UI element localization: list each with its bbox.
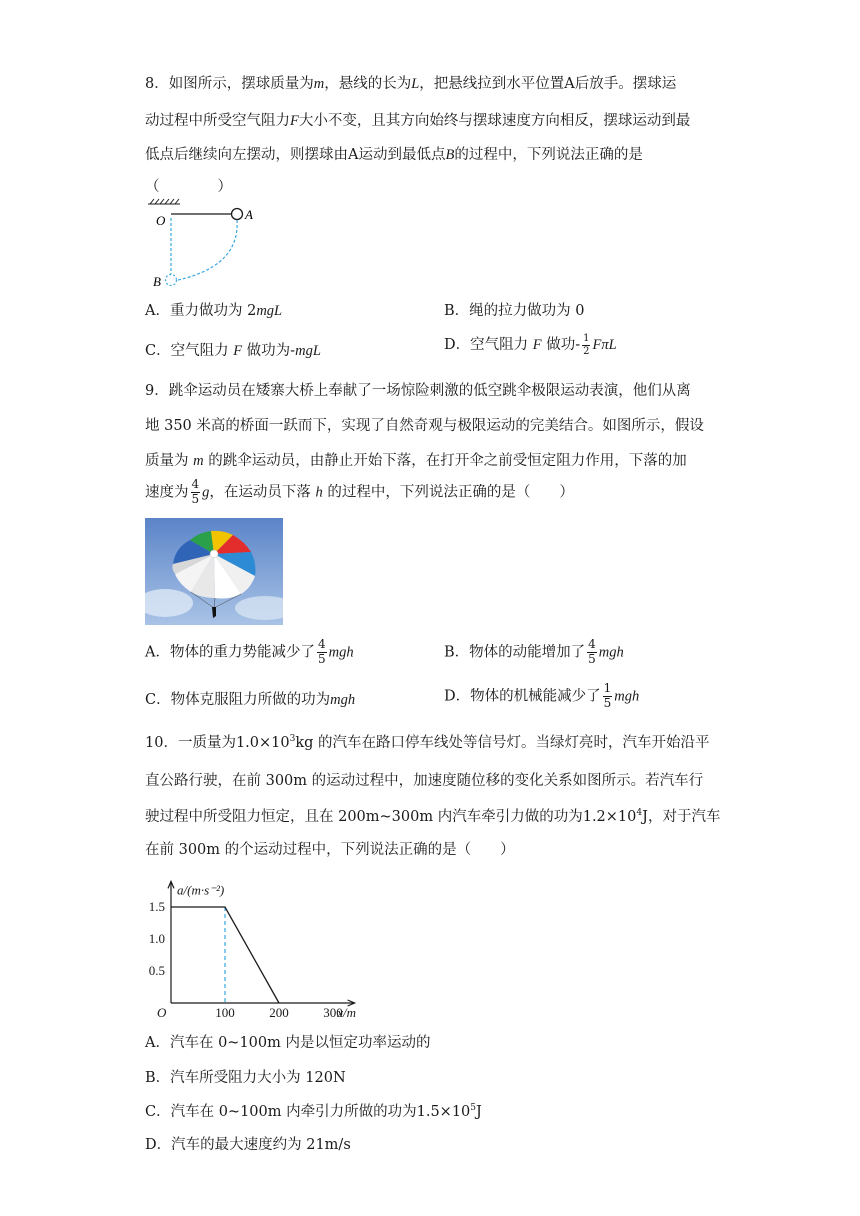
q10-acceleration-chart — [140, 870, 390, 1020]
ball-at-b — [166, 275, 177, 286]
q8-line-3: 低点后继续向左摆动，则摆球由A运动到最低点B的过程中，下列说法正确的是 — [145, 147, 643, 163]
q9-line-4: 速度为 $\frac{4}{5}$ g，在运动员下落 h 的过程中，下列说法正确的是（ ） — [145, 477, 574, 506]
q10-line-4: 在前 300m 的个运动过程中，下列说法正确的是（ ） — [145, 842, 515, 858]
q10-option-d[interactable]: D．汽车的最大速度约为 21m/s — [145, 1137, 351, 1153]
fraction-four-fifths: $\frac{4}{5}$ — [317, 637, 326, 666]
q9-line-1: 9．跳伞运动员在矮寨大桥上奉献了一场惊险刺激的低空跳伞极限运动表演，他们从离 — [145, 383, 691, 399]
y-tick-label: 1.5 — [148, 899, 165, 914]
origin-label: O — [157, 1005, 167, 1020]
label-o: O — [156, 213, 166, 228]
q8-option-b[interactable]: B．绳的拉力做功为 0 — [444, 303, 585, 319]
fraction-half: $\frac{1}{2}$ — [583, 333, 590, 357]
x-tick-label: 300 — [323, 1005, 343, 1020]
q10-line-2: 直公路行驶，在前 300m 的运动过程中，加速度随位移的变化关系如图所示。若汽车行 — [145, 773, 704, 789]
q9-line-3: 质量为 m 的跳伞运动员，由静止开始下落，在打开伞之前受恒定阻力作用，下落的加 — [145, 453, 687, 469]
q9-line-2: 地 350 米高的桥面一跃而下，实现了自然奇观与极限运动的完美结合。如图所示，假设 — [145, 418, 704, 434]
q10-option-b[interactable]: B．汽车所受阻力大小为 120N — [145, 1070, 346, 1086]
q9-parachute-photo — [145, 518, 283, 625]
y-axis-label: a/(m·s⁻²) — [177, 882, 225, 898]
q8-line-1: 8．如图所示，摆球质量为m，悬线的长为L，把悬线拉到水平位置A后放手。摆球运 — [145, 76, 677, 92]
q8-pendulum-figure — [140, 196, 270, 296]
label-b: B — [153, 274, 161, 289]
ceiling-hatch — [148, 199, 180, 204]
q10-option-a[interactable]: A．汽车在 0~100m 内是以恒定功率运动的 — [145, 1035, 431, 1051]
ball-at-a — [232, 209, 243, 220]
q8-option-d[interactable]: D．空气阻力 F 做功- $\frac{1}{2}$ FπL — [444, 333, 617, 357]
q10-line-3: 驶过程中所受阻力恒定，且在 200m~300m 内汽车牵引力做的功为$1.2\times 10^4J$，对于汽车 — [145, 808, 721, 825]
q9-option-a[interactable]: A．物体的重力势能减少了 $\frac{4}{5}$ mgh — [145, 637, 354, 666]
q10-line-1: 10．一质量为$1.0\times 10^3kg$ 的汽车在路口停车线处等信号灯。当绿灯亮时，汽车开始沿平 — [145, 734, 710, 751]
q8-answer-paren: （ ） — [145, 179, 232, 195]
y-tick-label: 0.5 — [148, 963, 165, 978]
q8-option-c[interactable]: C．空气阻力 F 做功为-mgL — [145, 343, 321, 359]
x-tick-label: 200 — [269, 1005, 289, 1020]
q8-option-a[interactable]: A．重力做功为 2mgL — [145, 303, 283, 319]
q9-option-c[interactable]: C．物体克服阻力所做的功为mgh — [145, 692, 356, 708]
fraction-four-fifths: $\frac{4}{5}$ — [588, 637, 596, 666]
y-tick-label: 1.0 — [148, 931, 165, 946]
q9-option-d[interactable]: D．物体的机械能减少了 $\frac{1}{5}$ mgh — [444, 681, 640, 710]
x-axis-label: x/m — [337, 1005, 356, 1020]
x-tick-label: 100 — [215, 1005, 235, 1020]
label-a: A — [245, 207, 253, 222]
q8-line-2: 动过程中所受空气阻力F大小不变，且其方向始终与摆球速度方向相反，摆球运动到最 — [145, 113, 691, 129]
fraction-one-fifth: $\frac{1}{5}$ — [603, 681, 612, 710]
swing-arc-dashed — [178, 220, 237, 280]
q9-option-b[interactable]: B．物体的动能增加了 $\frac{4}{5}$ mgh — [444, 637, 624, 666]
fraction-four-fifths: $\frac{4}{5}$ — [191, 477, 200, 506]
q10-option-c[interactable]: C．汽车在 0~100m 内牵引力所做的功为$1.5\times 10^5J$ — [145, 1103, 482, 1120]
